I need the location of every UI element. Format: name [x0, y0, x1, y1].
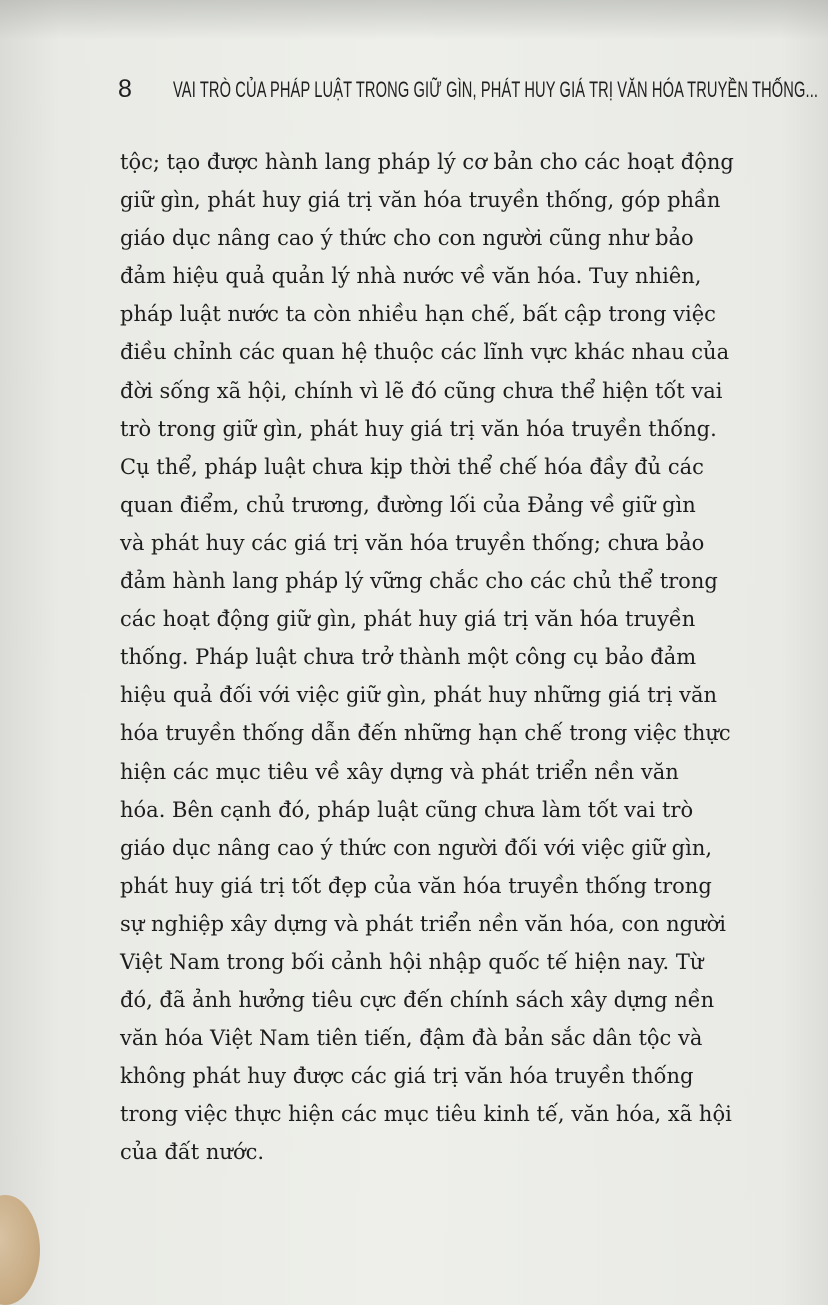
thumb-holding-page [0, 1195, 40, 1305]
text-line: đảm hành lang pháp lý vững chắc cho các chủ thể trong [120, 569, 718, 594]
text-line: giữ gìn, phát huy giá trị văn hóa truyền thống, góp phần [120, 188, 721, 213]
text-line: không phát huy được các giá trị văn hóa truyền thống [120, 1064, 694, 1089]
text-line: hiện các mục tiêu về xây dựng và phát triển nền văn [120, 759, 679, 784]
text-line: Việt Nam trong bối cảnh hội nhập quốc tế hiện nay. Từ [120, 949, 704, 974]
text-line: và phát huy các giá trị văn hóa truyền thống; chưa bảo [120, 530, 705, 555]
running-header [118, 74, 818, 108]
text-line: của đất nước. [120, 1140, 265, 1165]
text-line: đảm hiệu quả quản lý nhà nước về văn hóa. Tuy nhiên, [120, 264, 702, 289]
text-line: Cụ thể, pháp luật chưa kịp thời thể chế hóa đầy đủ các [120, 454, 704, 479]
running-title: VAI TRÒ CỦA PHÁP LUẬT TRONG GIỮ GÌN, PHÁT HUY GIÁ TRỊ VĂN HÓA TRUYỀN THỐNG... [173, 77, 819, 102]
text-line: quan điểm, chủ trương, đường lối của Đảng về giữ gìn [120, 492, 696, 517]
text-line: tộc; tạo được hành lang pháp lý cơ bản cho các hoạt động [120, 150, 734, 174]
page-top-shadow [0, 0, 828, 40]
text-line: pháp luật nước ta còn nhiều hạn chế, bất cập trong việc [120, 302, 716, 327]
text-line: giáo dục nâng cao ý thức cho con người cũng như bảo [120, 226, 694, 251]
text-line: sự nghiệp xây dựng và phát triển nền văn hóa, con người [120, 911, 726, 936]
text-line: hóa. Bên cạnh đó, pháp luật cũng chưa làm tốt vai trò [120, 797, 694, 822]
text-line: giáo dục nâng cao ý thức con người đối với việc giữ gìn, [120, 835, 713, 860]
text-line: điều chỉnh các quan hệ thuộc các lĩnh vực khác nhau của [120, 340, 730, 365]
text-line: trò trong giữ gìn, phát huy giá trị văn hóa truyền thống. [120, 416, 717, 441]
text-line: hiệu quả đối với việc giữ gìn, phát huy những giá trị văn [120, 683, 717, 708]
body-paragraph [120, 143, 820, 1172]
text-line: đó, đã ảnh hưởng tiêu cực đến chính sách xây dựng nền [120, 988, 715, 1013]
text-line: thống. Pháp luật chưa trở thành một công cụ bảo đảm [120, 645, 697, 670]
text-line: hóa truyền thống dẫn đến những hạn chế trong việc thực [120, 721, 731, 746]
text-line: văn hóa Việt Nam tiên tiến, đậm đà bản sắc dân tộc và [120, 1026, 703, 1051]
text-line: các hoạt động giữ gìn, phát huy giá trị văn hóa truyền [120, 607, 696, 632]
text-line: trong việc thực hiện các mục tiêu kinh tế, văn hóa, xã hội [120, 1102, 732, 1127]
page-number: 8 [118, 75, 132, 103]
text-line: đời sống xã hội, chính vì lẽ đó cũng chưa thể hiện tốt vai [120, 378, 723, 403]
text-line: phát huy giá trị tốt đẹp của văn hóa truyền thống trong [120, 873, 712, 898]
